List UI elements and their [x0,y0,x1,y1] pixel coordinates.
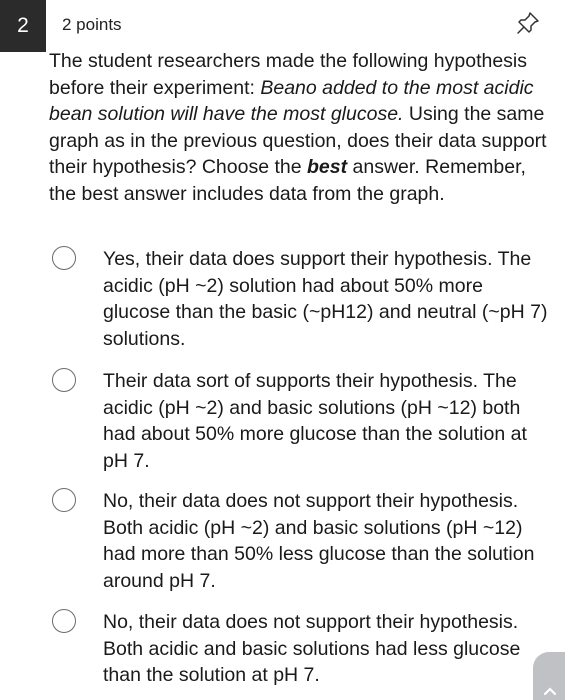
prompt-text-2: Using the same graph as in the previous question, does their data support their hypothesis? Choose the [49,103,547,178]
answer-option-label: No, their data does not support their hypothesis. Both acidic (pH ~2) and basic solutions (pH ~12) had more than 50% less glucose than the solution around pH 7. [103,490,535,592]
chevron-up-icon [543,686,557,696]
answer-option-1[interactable] [52,246,552,352]
radio-unselected-icon[interactable] [52,609,76,633]
answer-option-3[interactable] [52,488,552,594]
answer-option-label: Their data sort of supports their hypothesis. The acidic (pH ~2) and basic solutions (pH ~12) both had about 50% more glucose than the solution at pH 7. [103,370,527,472]
question-points: 2 points [62,15,122,34]
question-number: 2 [17,14,29,37]
answer-option-2[interactable] [52,368,552,474]
pin-icon[interactable] [515,10,541,36]
prompt-text-1: The student researchers made the following hypothesis before their experiment: [49,50,528,99]
scroll-widget[interactable] [533,652,565,700]
question-number-badge [0,0,46,52]
prompt-emphasis: best [307,156,348,178]
prompt-hypothesis: Beano added to the most acidic bean solution will have the most glucose. [49,76,534,125]
radio-unselected-icon[interactable] [52,246,76,270]
radio-unselected-icon[interactable] [52,368,76,392]
radio-unselected-icon[interactable] [52,488,76,512]
answer-option-4[interactable] [52,609,552,689]
prompt-text-3: answer. Remember, the best answer includes data from the graph. [49,156,526,205]
answer-option-label: No, their data does not support their hypothesis. Both acidic and basic solutions had less glucose than the solution at pH 7. [103,611,521,686]
answer-option-label: Yes, their data does support their hypothesis. The acidic (pH ~2) solution had about 50% more glucose than the basic (~pH12) and neutral (~pH 7) solutions. [103,248,548,350]
question-prompt [49,48,549,207]
